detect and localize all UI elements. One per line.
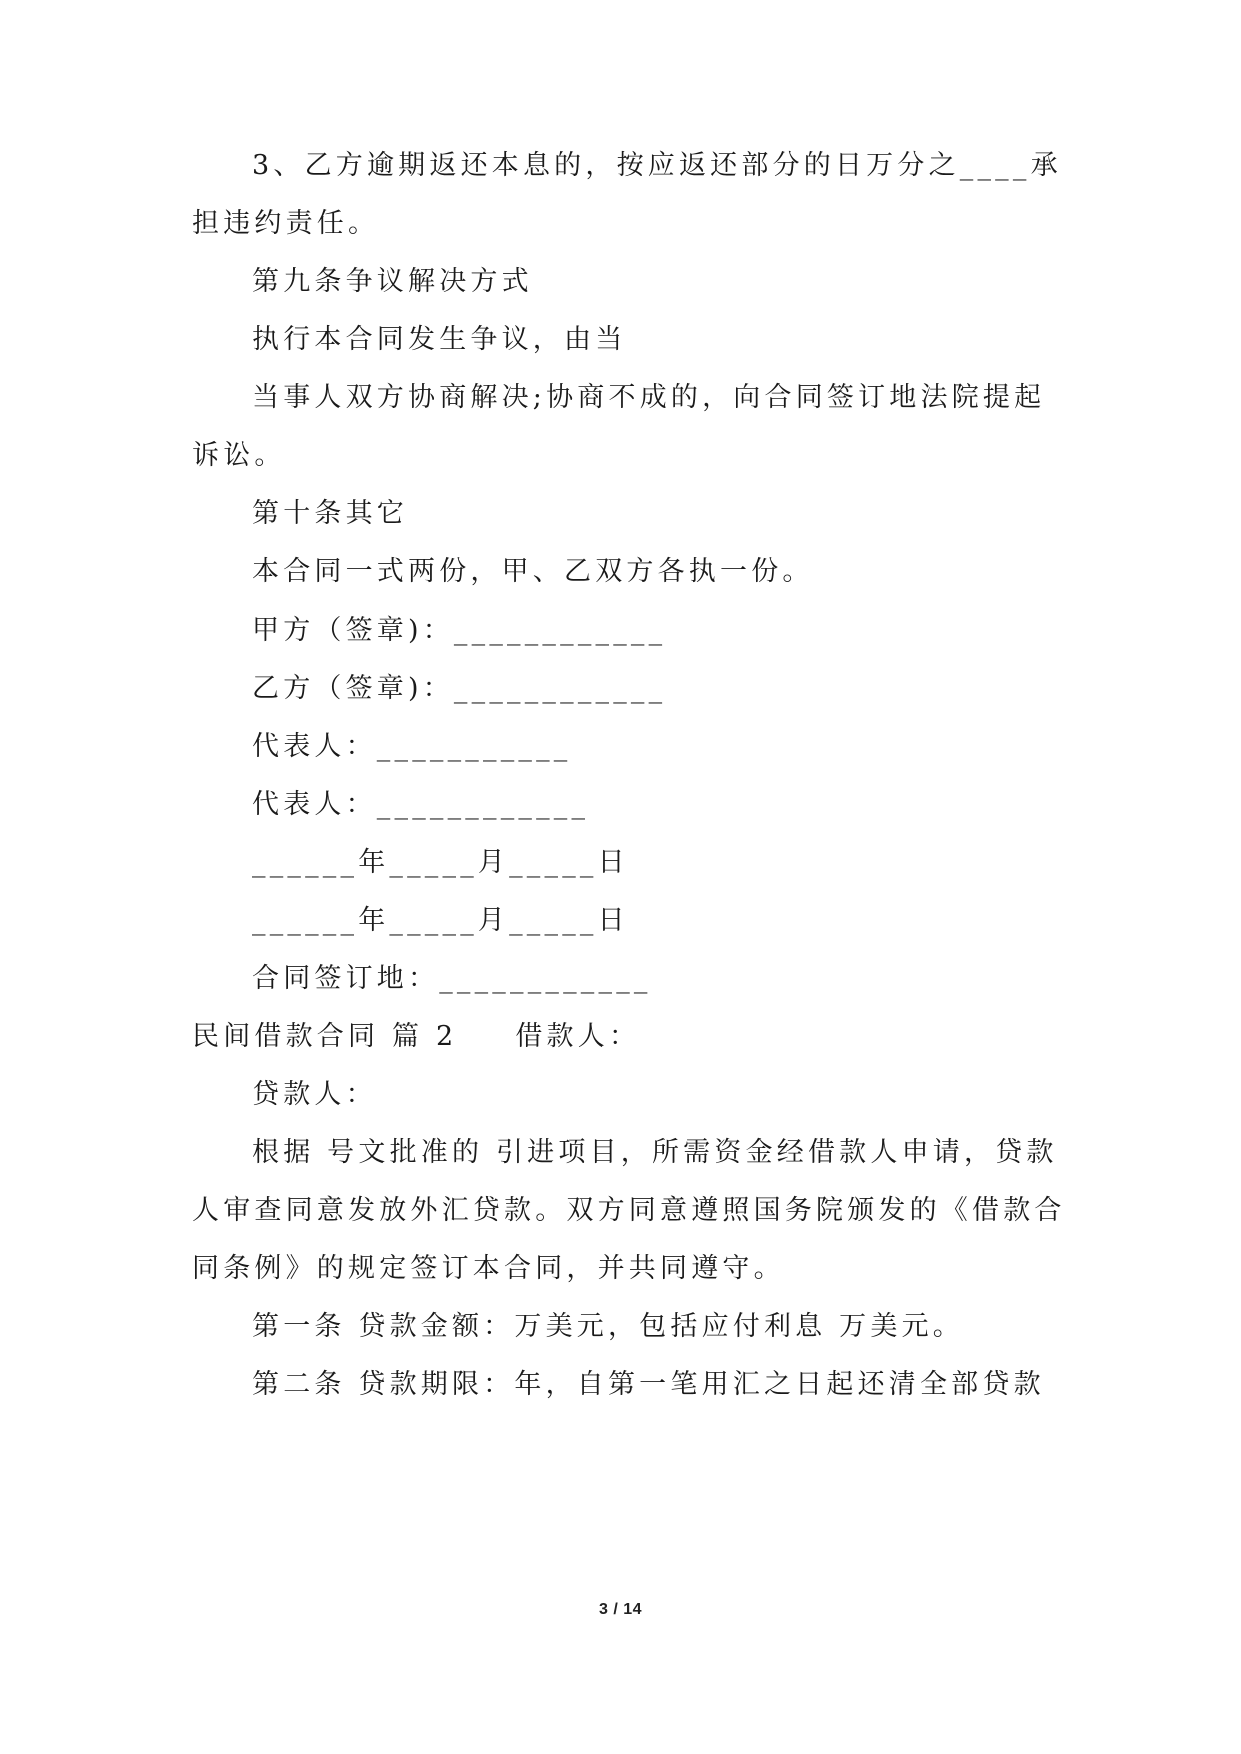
paragraph-line: 3、乙方逾期返还本息的，按应返还部分的日万分之____承 (252, 150, 1062, 181)
paragraph-line: 诉讼。 (192, 440, 286, 471)
paragraph-line: 根据 号文批准的 引进项目，所需资金经借款人申请，贷款 (252, 1137, 1058, 1168)
section-title: 民间借款合同 篇 2 (192, 1021, 458, 1052)
paragraph-line: 同条例》的规定签订本合同，并共同遵守。 (192, 1253, 785, 1284)
signature-line-party-a: 甲方（签章)：____________ (252, 615, 667, 646)
article-heading: 第九条争议解决方式 (252, 266, 533, 297)
paragraph-line: 人审查同意发放外汇贷款。双方同意遵照国务院颁发的《借款合 (192, 1195, 1066, 1226)
representative-line-b: 代表人：____________ (252, 789, 590, 820)
section-heading (192, 1019, 640, 1055)
article-line: 第一条 贷款金额：万美元，包括应付利息 万美元。 (252, 1311, 964, 1342)
date-line-a: ______年_____月_____日 (252, 847, 629, 878)
borrower-label: 借款人： (515, 1021, 641, 1052)
article-line: 第二条 贷款期限：年，自第一笔用汇之日起还清全部贷款 (252, 1369, 1045, 1400)
article-heading: 第十条其它 (252, 498, 408, 529)
signature-line-party-b: 乙方（签章)：____________ (252, 673, 667, 704)
paragraph-line: 本合同一式两份，甲、乙双方各执一份。 (252, 556, 814, 587)
paragraph-line: 执行本合同发生争议，由当 (252, 324, 627, 355)
date-line-b: ______年_____月_____日 (252, 905, 629, 936)
paragraph-line: 当事人双方协商解决;协商不成的，向合同签订地法院提起 (252, 382, 1046, 413)
signing-place-line: 合同签订地：____________ (252, 963, 652, 994)
representative-line-a: 代表人：___________ (252, 731, 572, 762)
lender-label: 贷款人： (252, 1079, 377, 1110)
page-number: 3 / 14 (598, 1601, 643, 1618)
paragraph-line: 担违约责任。 (192, 208, 380, 239)
